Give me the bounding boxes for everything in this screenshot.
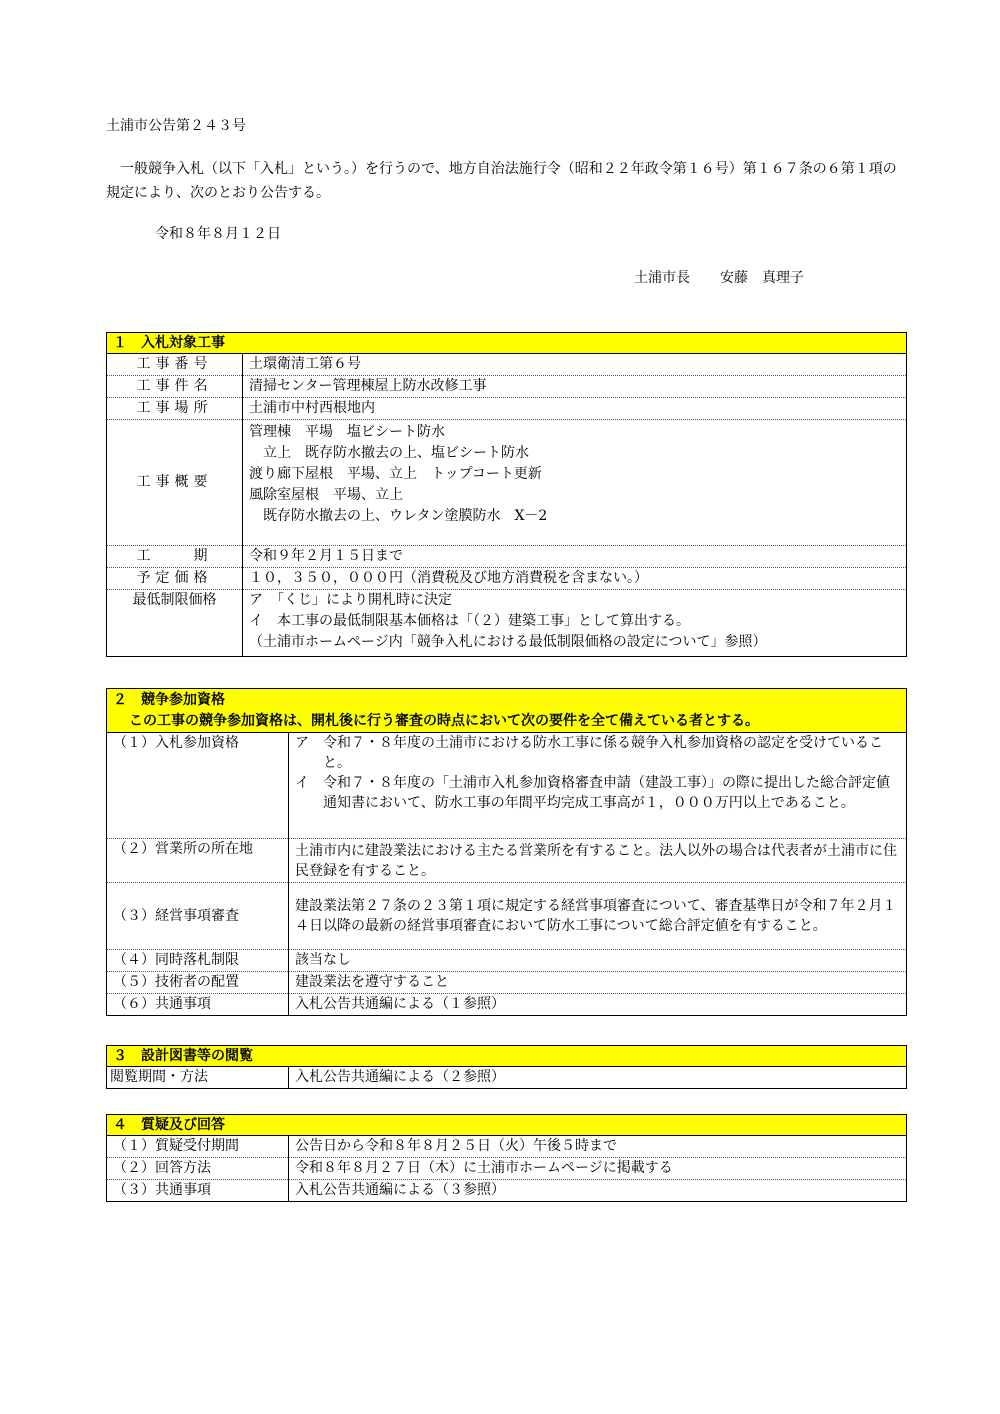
row-label: （１）入札参加資格 — [107, 733, 289, 839]
row-value: １０，３５０，０００円（消費税及び地方消費税を含まない。） — [243, 568, 907, 590]
section-2-table — [106, 688, 907, 1016]
row-value: 該当なし — [289, 950, 907, 972]
row-value: 建設業法第２７条の２３第１項に規定する経営事項審査について、審査基準日が令和７年２月１４日以降の最新の経営事項審査において防水工事について総合評定値を有すること。 — [289, 883, 907, 950]
table-row — [107, 883, 907, 950]
table-row — [107, 972, 907, 994]
intro-paragraph: 一般競争入札（以下「入札」という。）を行うので、地方自治法施行令（昭和２２年政令第１６号）第１６７条の６第１項の規定により、次のとおり公告する。 — [106, 161, 897, 201]
table-row — [107, 398, 907, 420]
signer — [634, 270, 804, 287]
row-label: （１）質疑受付期間 — [107, 1136, 289, 1158]
row-label: 工事件名 — [107, 376, 243, 398]
table-row — [107, 733, 907, 839]
table-row — [107, 420, 907, 546]
table-row — [107, 1158, 907, 1180]
summary-line: 管理棟 平場 塩ビシート防水 — [249, 424, 445, 440]
table-row — [107, 376, 907, 398]
row-label: 予定価格 — [107, 568, 243, 590]
signer-title: 土浦市長 — [634, 270, 690, 286]
qualification-items — [289, 733, 907, 839]
row-label: （３）経営事項審査 — [107, 883, 289, 950]
section-1-table — [106, 332, 907, 657]
signer-name: 安藤 真理子 — [720, 270, 804, 286]
section-4-title: ４ 質疑及び回答 — [107, 1115, 907, 1136]
row-value: 公告日から令和８年８月２５日（火）午後５時まで — [289, 1136, 907, 1158]
table-row — [107, 994, 907, 1016]
summary-line: 渡り廊下屋根 平場、立上 トップコート更新 — [249, 466, 542, 482]
table-row — [107, 590, 907, 657]
detail-line: （土浦市ホームページ内「競争入札における最低制限価格の設定について」参照） — [249, 634, 767, 650]
row-label: 工事番号 — [107, 354, 243, 376]
row-value: 令和８年８月２７日（木）に土浦市ホームページに掲載する — [289, 1158, 907, 1180]
row-label: 工事概要 — [107, 420, 243, 546]
row-value: 土浦市中村西根地内 — [243, 398, 907, 420]
table-row — [107, 568, 907, 590]
qualification-item: イ 令和７・８年度の「土浦市入札参加資格審査申請（建設工事）」の際に提出した総合評定値通知書において、防水工事の年間平均完成工事高が１，０００万円以上であること。 — [295, 775, 890, 811]
row-value: 入札公告共通編による（２参照） — [289, 1067, 907, 1089]
table-row — [107, 1180, 907, 1202]
row-label: （３）共通事項 — [107, 1180, 289, 1202]
notice-number: 土浦市公告第２４３号 — [106, 118, 246, 134]
row-label: 工事場所 — [107, 398, 243, 420]
summary-line: 風除室屋根 平場、立上 — [249, 487, 403, 503]
table-row — [107, 354, 907, 376]
row-value: 清掃センター管理棟屋上防水改修工事 — [243, 376, 907, 398]
qualification-item: ア 令和７・８年度の土浦市における防水工事に係る競争入札参加資格の認定を受けていること。 — [295, 735, 883, 771]
minimum-price-detail — [243, 590, 907, 657]
table-row — [107, 1067, 907, 1089]
row-label: （４）同時落札制限 — [107, 950, 289, 972]
section-3-title: ３ 設計図書等の閲覧 — [107, 1046, 907, 1067]
row-value: 令和９年２月１５日まで — [243, 546, 907, 568]
row-value: 入札公告共通編による（１参照） — [289, 994, 907, 1016]
section-2-subtitle: この工事の競争参加資格は、開札後に行う審査の時点において次の要件を全て備えている者とする。 — [129, 712, 759, 729]
row-label: （６）共通事項 — [107, 994, 289, 1016]
detail-line: ア 「くじ」により開札時に決定 — [249, 592, 452, 608]
detail-line: イ 本工事の最低制限基本価格は「（２）建築工事」として算出する。 — [249, 613, 690, 629]
row-label: （２）営業所の所在地 — [107, 839, 289, 883]
row-value: 入札公告共通編による（３参照） — [289, 1180, 907, 1202]
summary-line: 立上 既存防水撤去の上、塩ビシート防水 — [249, 445, 529, 461]
section-2-header — [107, 689, 907, 733]
table-row — [107, 950, 907, 972]
row-label: （５）技術者の配置 — [107, 972, 289, 994]
row-value: 土環衛清工第６号 — [243, 354, 907, 376]
table-row — [107, 839, 907, 883]
table-row — [107, 1136, 907, 1158]
row-label: 最低制限価格 — [107, 590, 243, 657]
row-label: 閲覧期間・方法 — [107, 1067, 289, 1089]
row-value: 土浦市内に建設業法における主たる営業所を有すること。法人以外の場合は代表者が土浦市に住民登録を有すること。 — [289, 839, 907, 883]
table-row — [107, 546, 907, 568]
section-4-table — [106, 1114, 907, 1202]
row-label: 工 期 — [107, 546, 243, 568]
summary-line: 既存防水撤去の上、ウレタン塗膜防水 X－2 — [249, 508, 548, 524]
section-2-title: ２ 競争参加資格 — [113, 691, 225, 708]
row-value: 建設業法を遵守すること — [289, 972, 907, 994]
section-3-table — [106, 1045, 907, 1089]
notice-date: 令和８年８月１２日 — [155, 226, 281, 242]
section-1-title: １ 入札対象工事 — [107, 333, 907, 354]
row-label: （２）回答方法 — [107, 1158, 289, 1180]
work-summary — [243, 420, 907, 546]
